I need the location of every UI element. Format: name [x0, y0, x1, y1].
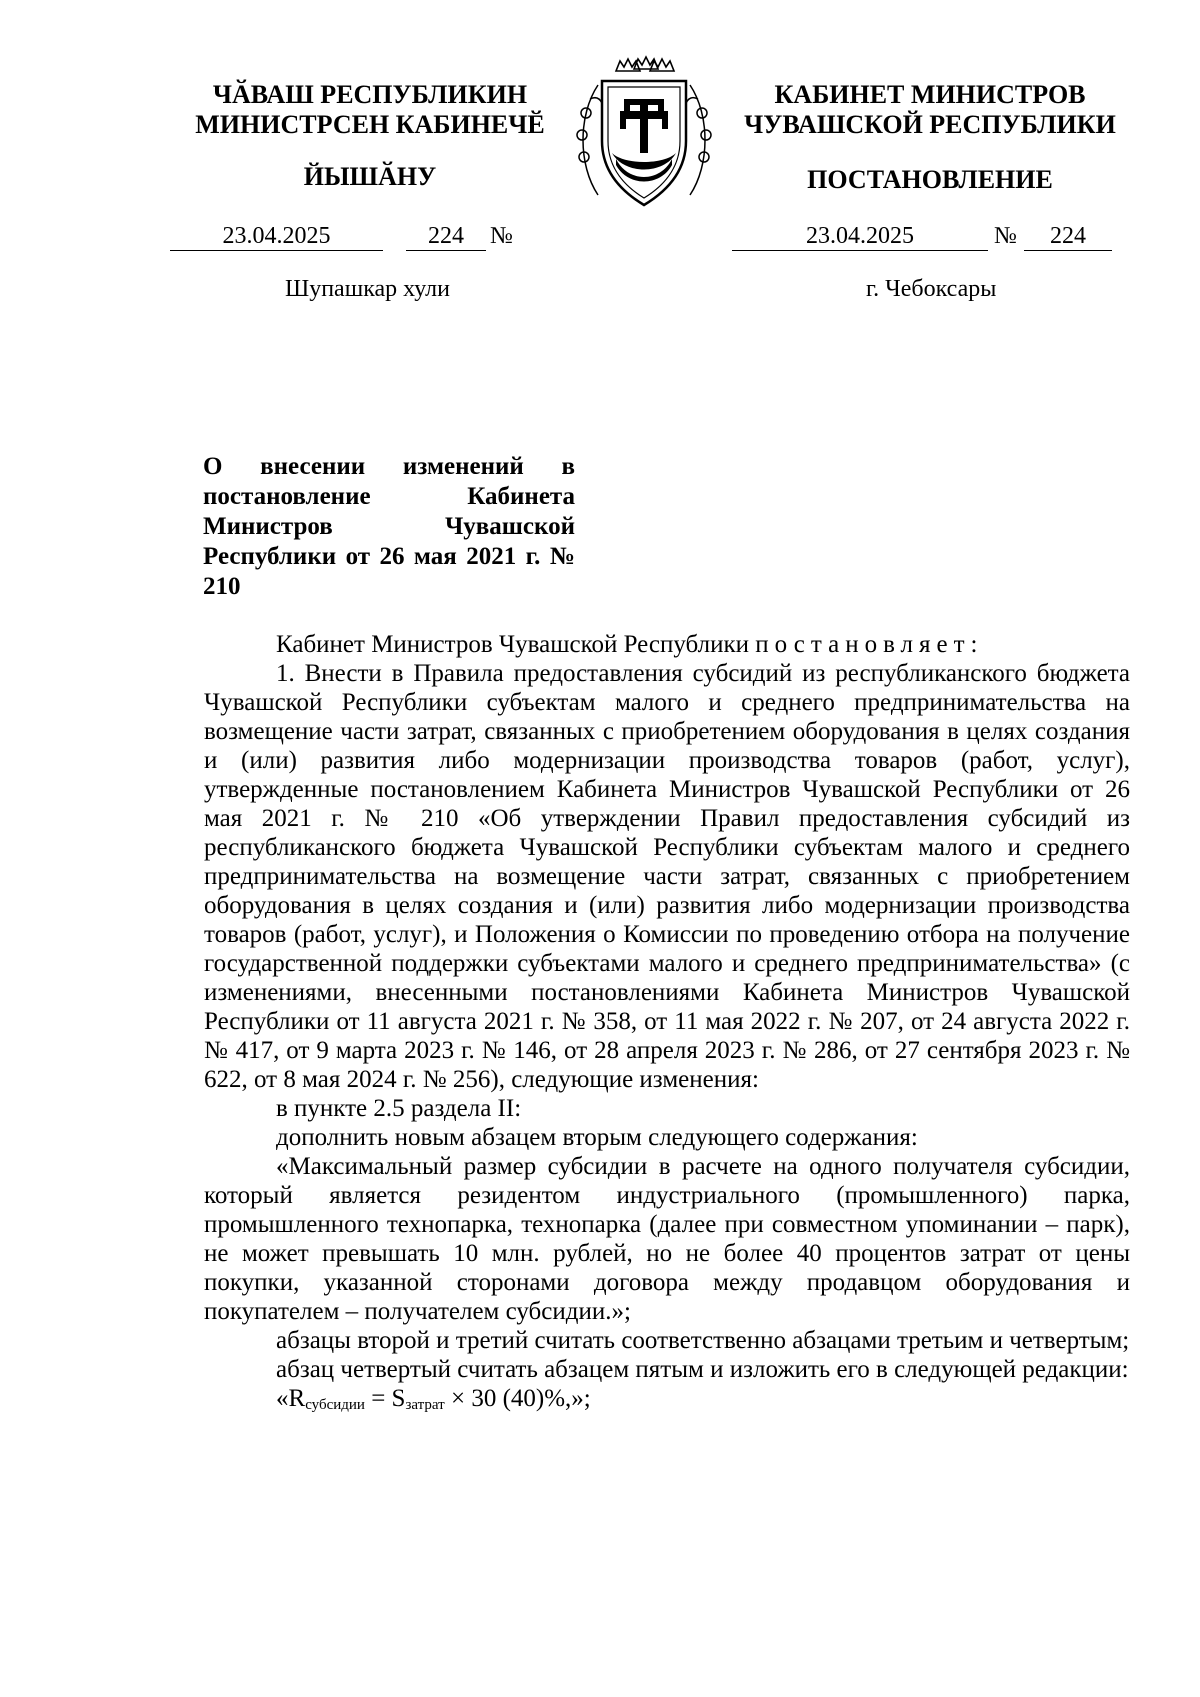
paragraph-4: «Максимальный размер субсидии в расчете на одного получателя субсидии, который является резидентом индустриального (промышленного) парка, промышленного технопарка, технопарка (далее при совместном упоминании – парк), не может превышать 10 млн. рублей, но не более 40 процентов затрат от цены покупки, указанной сторонами договора между продавцом оборудования и покупателем – получателем субсидии.»;	[204, 1153, 1130, 1325]
right-city: г. Чебоксары	[866, 276, 997, 302]
header-right-line2: ЧУВАШСКОЙ РЕСПУБЛИКИ	[744, 110, 1116, 139]
intro-text: Кабинет Министров Чувашской Республики	[276, 631, 756, 658]
document-title: О внесении изменений в постановление Кабинета Министров Чувашской Республики от 26 мая 2021 г. № 210	[203, 453, 575, 600]
left-number-sign: №	[490, 223, 513, 249]
left-date: 23.04.2025	[170, 222, 383, 251]
formula-sub-subsidy: субсидии	[305, 1397, 365, 1413]
header-left-doc-type: ЙЫШӐНУ	[303, 162, 437, 191]
left-date-number-line	[170, 222, 515, 252]
formula-sub-costs: затрат	[405, 1397, 445, 1413]
paragraph-2: в пункте 2.5 раздела II:	[276, 1095, 522, 1122]
document-body	[204, 630, 1130, 1413]
right-number-sign: №	[994, 223, 1017, 249]
header-left-line1: ЧӐВАШ РЕСПУБЛИКИН	[212, 80, 528, 109]
header-right-doc-type: ПОСТАНОВЛЕНИЕ	[807, 165, 1053, 194]
paragraph-5: абзацы второй и третий считать соответственно абзацами третьим и четвертым;	[276, 1327, 1130, 1354]
intro-paragraph	[204, 630, 1130, 659]
paragraph-1: 1. Внести в Правила предоставления субсидий из республиканского бюджета Чувашской Республики субъектам малого и среднего предпринимательства на возмещение части затрат, связанных с приобретением оборудования в целях создания и (или) развития либо модернизации производства товаров (работ, услуг), утвержденные постановлением Кабинета Министров Чувашской Республики от 26 мая 2021 г. № 210 «Об утверждении Правил предоставления субсидий из республиканского бюджета Чувашской Республики субъектам малого и среднего предпринимательства на возмещение части затрат, связанных с приобретением оборудования в целях создания и (или) развития либо модернизации производства товаров (работ, услуг), и Положения о Комиссии по проведению отбора на получение государственной поддержки субъектами малого и среднего предпринимательства» (с изменениями, внесенными постановлениями Кабинета Министров Чувашской Республики от 11 августа 2021 г. № 358, от 11 мая 2022 г. № 207, от 24 августа 2022 г. № 417, от 9 марта 2023 г. № 146, от 28 апреля 2023 г. № 286, от 27 сентября 2023 г. № 622, от 8 мая 2024 г. № 256), следующие изменения:	[204, 660, 1130, 1093]
header-left-authority	[170, 80, 570, 140]
paragraph-6: абзац четвертый считать абзацем пятым и изложить его в следующей редакции:	[276, 1356, 1129, 1383]
header-right-authority	[730, 80, 1130, 140]
right-date: 23.04.2025	[732, 222, 988, 251]
formula	[204, 1384, 1130, 1413]
formula-tail: × 30 (40)%,»;	[444, 1385, 591, 1412]
right-number: 224	[1024, 222, 1112, 251]
header-right-line1: КАБИНЕТ МИНИСТРОВ	[774, 80, 1086, 109]
right-date-number-line	[732, 222, 1112, 252]
intro-verb: постановляет:	[755, 631, 984, 658]
left-number: 224	[406, 222, 486, 251]
formula-mid: = S	[364, 1385, 406, 1412]
paragraph-3: дополнить новым абзацем вторым следующего содержания:	[276, 1124, 918, 1151]
formula-open: «R	[276, 1385, 306, 1412]
chuvash-coat-of-arms-icon	[568, 55, 720, 215]
header-left-line2: МИНИСТРСЕН КАБИНЕЧӖ	[195, 110, 545, 139]
left-city: Шупашкар хули	[285, 276, 450, 302]
